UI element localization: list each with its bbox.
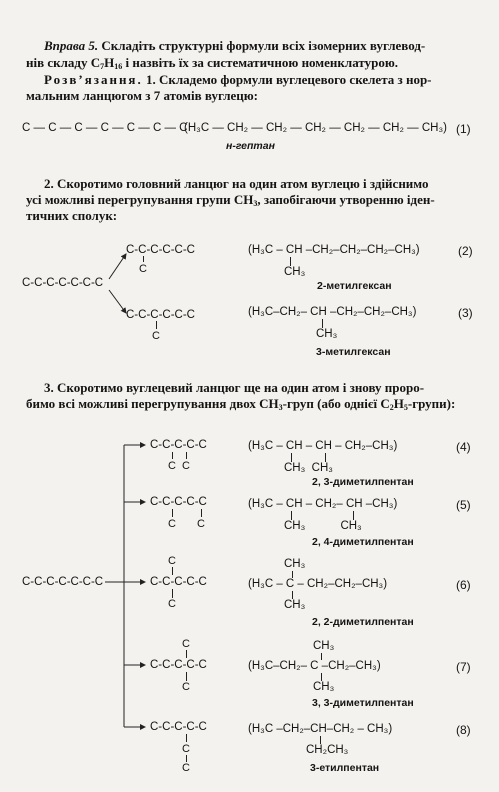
skeleton-hexane-a: C-C-C-C-C-C — [126, 244, 195, 256]
bond-vertical — [201, 509, 202, 517]
bond-vertical — [320, 736, 321, 744]
branch-c: C — [182, 681, 190, 693]
step2-sub: 3 — [253, 199, 258, 208]
step2-text-2b: , запобігаючи утворенню іден- — [257, 192, 435, 207]
bond-vertical — [292, 571, 293, 578]
branch-c: C — [152, 330, 160, 342]
step2-text-2a: усі можливі перегрупування групи CH — [26, 192, 254, 207]
formula-number-7: (7) — [456, 660, 471, 674]
formula-5: (H₃C – CH – CH₂– CH –CH₃) — [248, 498, 398, 510]
bond-vertical — [186, 672, 187, 681]
branch-c: C — [168, 518, 176, 530]
skeleton-heptane: C — C — C — C — C — C — C — [22, 122, 188, 134]
skeleton-hexane-b: C-C-C-C-C-C — [126, 309, 195, 321]
substituent-2: CH₃ — [284, 266, 306, 278]
task-text-2c: і назвіть їх за систематичною номенклатурою. — [122, 55, 399, 70]
skeleton-4: C-C-C-C-C — [150, 439, 207, 451]
name-5: 2, 4-диметилпентан — [312, 536, 414, 548]
substituent-4: CH₃ CH₃ — [284, 462, 333, 474]
bond-vertical — [291, 511, 292, 520]
formula-1: (H₃C — CH₂ — CH₂ — CH₂ — CH₂ — CH₂ — CH₃) — [184, 122, 447, 134]
step2-text-1: 2. Скоротимо головний ланцюг на один атом вуглецю і здійснимо — [44, 176, 429, 191]
name-2: 2-метилгексан — [317, 280, 392, 292]
branch-c: C — [168, 460, 176, 472]
branch-c: C — [197, 518, 205, 530]
branch-c: C — [168, 555, 176, 567]
task-text-2b: H — [104, 55, 115, 70]
substituent-7: CH₃ — [313, 681, 335, 693]
skeleton-heptane-2: C-C-C-C-C-C-C — [22, 277, 104, 289]
bond-vertical — [186, 734, 187, 742]
formula-7: (H₃C–CH₂– C –CH₂–CH₃) — [248, 660, 381, 672]
branch-c: C — [182, 460, 190, 472]
bond-vertical — [292, 591, 293, 599]
formula-3: (H₃C–CH₂– CH –CH₂–CH₂–CH₃) — [248, 306, 417, 318]
step3-sub-3: 5 — [403, 403, 408, 412]
step3-sub-1: 3 — [278, 403, 283, 412]
bond-vertical — [172, 567, 173, 575]
substituent-5: CH₃ CH₃ — [284, 520, 362, 532]
substituent-3: CH₃ — [316, 328, 338, 340]
skeleton-heptane-3: C-C-C-C-C-C-C — [22, 576, 104, 588]
bond-vertical — [325, 453, 326, 462]
bond-vertical — [186, 755, 187, 762]
branch-c: C — [139, 263, 147, 275]
branch-c: C — [182, 762, 190, 774]
solution-label: Розв’язання. — [44, 72, 143, 87]
name-8: 3-етилпентан — [310, 762, 380, 774]
formula-number-6: (6) — [456, 578, 471, 592]
task-label: Вправа 5. — [44, 38, 99, 53]
top-substituent-6: CH₃ — [284, 558, 306, 570]
task-text-1: Складіть структурні формули всіх ізомерних вуглевод- — [98, 38, 426, 53]
bond-vertical — [172, 589, 173, 598]
formula-number-1: (1) — [456, 122, 471, 136]
task-sub-7: 7 — [100, 62, 105, 71]
formula-2: (H₃C – CH –CH₂–CH₂–CH₂–CH₃) — [248, 244, 420, 256]
step1-text-1: 1. Складемо формули вуглецевого скелета з нор- — [142, 72, 432, 87]
step3-text-1: 3. Скоротимо вуглецевий ланцюг ще на один атом і знову проро- — [44, 380, 425, 395]
branch-c: C — [182, 743, 190, 755]
skeleton-7: C-C-C-C-C — [150, 659, 207, 671]
formula-6: (H₃C – C – CH₂–CH₂–CH₃) — [248, 578, 388, 590]
step3-text-2d: -групи): — [407, 396, 456, 411]
step2-text-3: тичних сполук: — [26, 208, 118, 223]
step3-text-2c: H — [393, 396, 404, 411]
bond-vertical — [291, 453, 292, 462]
step3-text-2b: -груп (або однієї C — [282, 396, 390, 411]
skeleton-6: C-C-C-C-C — [150, 576, 207, 588]
bond-vertical — [172, 452, 173, 459]
formula-number-3: (3) — [458, 306, 473, 320]
skeleton-5: C-C-C-C-C — [150, 496, 207, 508]
name-3: 3-метилгексан — [316, 346, 391, 358]
bond-vertical — [186, 650, 187, 658]
bond-vertical — [172, 509, 173, 517]
skeleton-8: C-C-C-C-C — [150, 721, 207, 733]
top-substituent-7: CH₃ — [313, 640, 335, 652]
substituent-8: CH₂CH₃ — [306, 744, 349, 756]
step3-sub-2: 2 — [389, 403, 394, 412]
bond-vertical — [321, 653, 322, 660]
step1-text-2: мальним ланцюгом з 7 атомів вуглецю: — [26, 88, 259, 103]
name-1: н-гептан — [226, 140, 275, 152]
formula-number-8: (8) — [456, 723, 471, 737]
substituent-6: CH₃ — [284, 599, 306, 611]
formula-number-5: (5) — [456, 498, 471, 512]
step3-text-2a: бимо всі можливі перегрупування двох CH — [26, 396, 279, 411]
bond-vertical — [321, 673, 322, 681]
name-6: 2, 2-диметилпентан — [312, 616, 414, 628]
task-text-2a: нів складу C — [26, 55, 101, 70]
bond-vertical — [353, 511, 354, 520]
branch-c: C — [182, 638, 190, 650]
formula-number-4: (4) — [456, 440, 471, 454]
task-sub-16: 16 — [114, 62, 123, 71]
bond-vertical — [186, 452, 187, 459]
name-7: 3, 3-диметилпентан — [312, 697, 414, 709]
name-4: 2, 3-диметилпентан — [312, 476, 414, 488]
formula-4: (H₃C – CH – CH – CH₂–CH₃) — [248, 440, 398, 452]
branch-c: C — [168, 598, 176, 610]
formula-number-2: (2) — [458, 244, 473, 258]
formula-8: (H₃C –CH₂–CH–CH₂ – CH₃) — [248, 723, 393, 735]
